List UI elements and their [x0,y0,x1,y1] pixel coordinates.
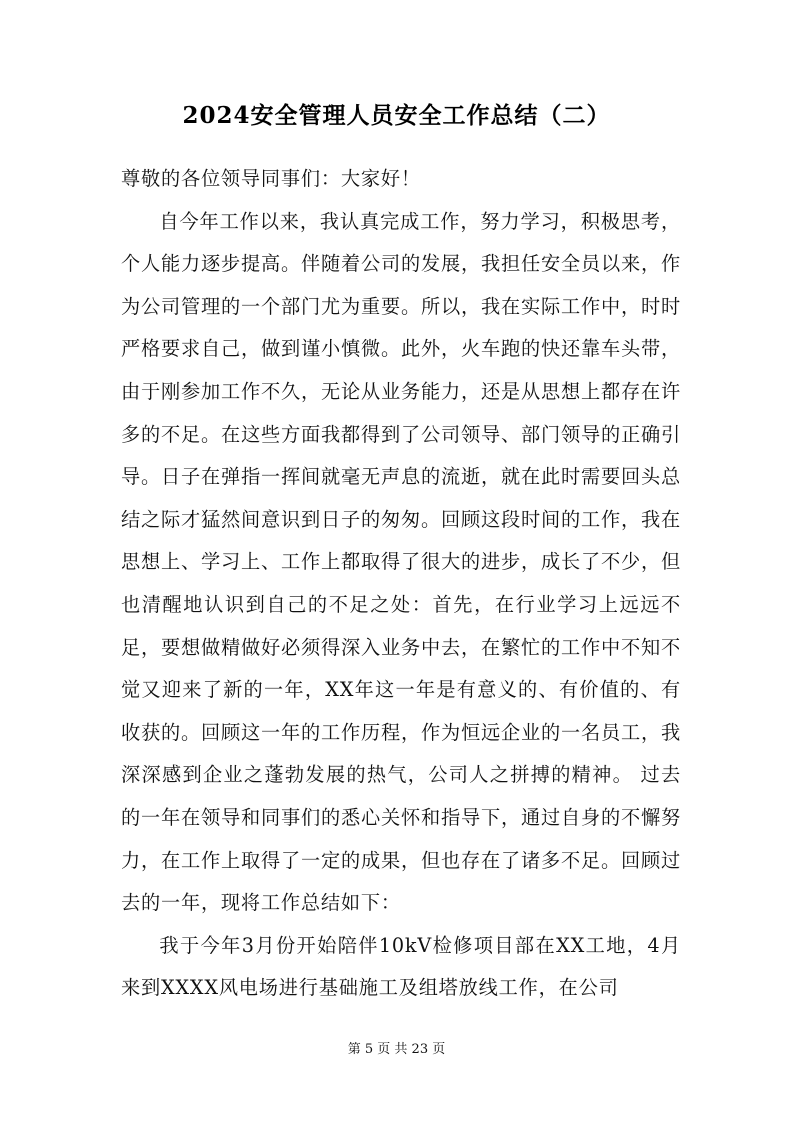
page-number-footer: 第 5 页 共 23 页 [347,1042,446,1057]
body-paragraph: 自今年工作以来，我认真完成工作，努力学习，积极思考，个人能力逐步提高。伴随着公司的发展，我担任安全员以来，作为公司管理的一个部门尤为重要。所以，我在实际工作中，时时严格要求自己，做到谨小慎微。此外，火车跑的快还靠车头带，由于刚参加工作不久，无论从业务能力，还是从思想上都存在许多的不足。在这些方面我都得到了公司领导、部门领导的正确引导。日子在弹指一挥间就毫无声息的流逝，就在此时需要回头总结之际才猛然间意识到日子的匆匆。回顾这段时间的工作，我在思想上、学习上、工作上都取得了很大的进步，成长了不少，但也清醒地认识到自己的不足之处：首先，在行业学习上远远不足，要想做精做好必须得深入业务中去，在繁忙的工作中不知不觉又迎来了新的一年，XX年这一年是有意义的、有价值的、有收获的。回顾这一年的工作历程，作为恒远企业的一名员工，我深深感到企业之蓬勃发展的热气，公司人之拼搏的精神。 过去的一年在领导和同事们的悉心关怀和指导下，通过自身的不懈努力，在工作上取得了一定的成果，但也存在了诸多不足。回顾过去的一年，现将工作总结如下： [121,209,681,915]
body-paragraph: 我于今年3月份开始陪伴10kV检修项目部在XX工地，4月来到XXXX风电场进行基础施工及组塔放线工作，在公司 [121,933,681,1000]
greeting-line: 尊敬的各位领导同事们：大家好！ [121,167,421,190]
document-body [121,158,681,1010]
document-title: 2024安全管理人员安全工作总结（二） [182,102,611,129]
